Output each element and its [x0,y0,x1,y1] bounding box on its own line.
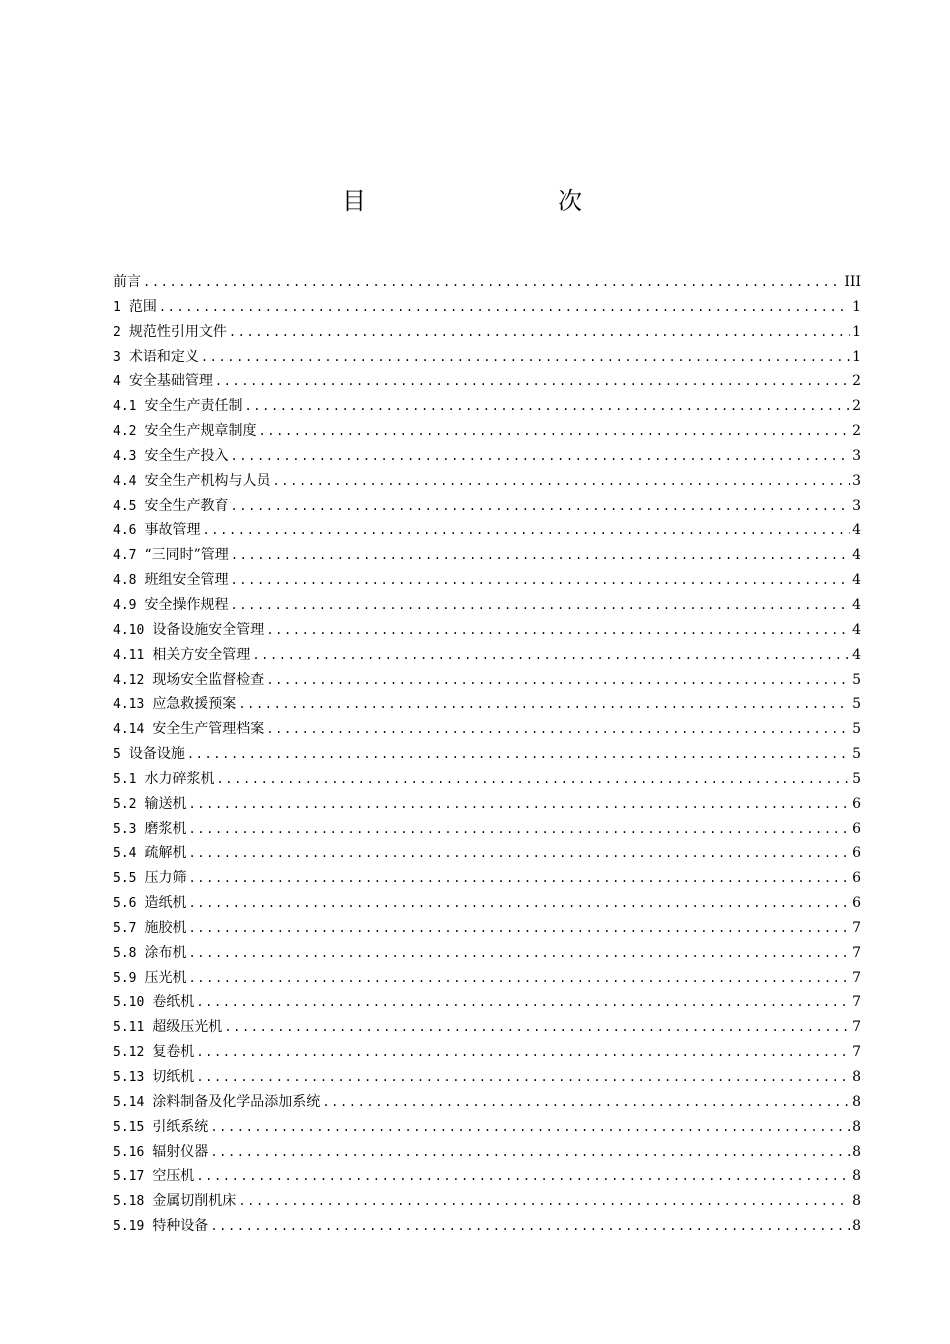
toc-entry[interactable] [113,1015,861,1040]
toc-entry[interactable] [113,320,861,345]
toc-entry-label: 输送机 [144,795,187,812]
toc-entry-page-number: 6 [852,870,861,887]
toc-dot-leader [230,568,850,593]
toc-entry[interactable] [113,767,861,792]
toc-entry-page-number: 1 [852,323,861,340]
toc-dot-leader [188,866,850,891]
toc-dot-leader [266,668,850,693]
toc-entry-number: 5.14 [113,1094,145,1110]
toc-entry-number: 4.4 [113,473,137,489]
toc-entry[interactable] [113,866,861,891]
toc-entry-label: 特种设备 [152,1218,209,1235]
toc-entry[interactable] [113,792,861,817]
toc-dot-leader [244,394,850,419]
toc-dot-leader [210,1115,850,1140]
toc-entry-number: 4.8 [113,573,137,589]
toc-entry-number: 4.13 [113,697,145,713]
toc-entry-number: 5.1 [113,771,137,787]
toc-entry-page-number: 8 [852,1118,861,1135]
toc-dot-leader [266,618,850,643]
toc-entry-page-number: 7 [852,994,861,1011]
toc-dot-leader [196,1164,850,1189]
toc-entry-label: 应急救援预案 [152,696,237,713]
toc-entry-label: 涂料制备及化学品添加系统 [152,1093,321,1110]
toc-entry-number: 4.12 [113,672,145,688]
toc-entry-label: 现场安全监督检查 [152,671,265,688]
toc-entry-page-number: 5 [852,721,861,738]
toc-entry[interactable] [113,494,861,519]
toc-dot-leader [188,817,850,842]
toc-entry-label: 疏解机 [144,845,187,862]
toc-entry-number: 5.3 [113,821,137,837]
toc-entry-label: 复卷机 [152,1044,195,1061]
toc-entry-label: “三同时”管理 [144,547,229,564]
toc-entry-number: 5.16 [113,1144,145,1160]
toc-entry-number: 4.7 [113,548,137,564]
toc-entry-page-number: 4 [852,547,861,564]
toc-dot-leader [231,543,850,568]
toc-entry-page-number: 4 [852,522,861,539]
toc-dot-leader [201,345,850,370]
toc-entry-label: 切纸机 [152,1069,195,1085]
toc-entry-label: 卷纸机 [152,994,195,1011]
toc-entry[interactable] [113,618,861,643]
toc-entry[interactable] [113,1189,861,1214]
toc-entry-label: 安全基础管理 [128,373,213,390]
toc-entry-number: 4.6 [113,523,137,539]
toc-entry[interactable] [113,643,861,668]
toc-dot-leader [238,692,850,717]
toc-entry-page-number: 4 [852,621,861,638]
toc-dot-leader [230,593,850,618]
toc-entry-label: 涂布机 [144,944,187,961]
toc-entry-label: 磨浆机 [144,820,187,837]
toc-dot-leader [224,1015,850,1040]
toc-entry-page-number: 4 [852,646,861,663]
toc-entry[interactable] [113,692,861,717]
toc-entry-label: 安全生产教育 [144,497,229,514]
toc-entry[interactable] [113,941,861,966]
toc-dot-leader [188,841,850,866]
toc-entry[interactable] [113,891,861,916]
toc-entry-number: 4 [113,374,121,390]
page-title: 目 次 [342,187,630,215]
toc-entry-label: 事故管理 [144,522,201,539]
toc-entry[interactable] [113,916,861,941]
toc-entry[interactable] [113,717,861,742]
toc-entry-number: 5.19 [113,1219,145,1235]
toc-entry-page-number: 5 [852,746,861,763]
toc-entry-page-number: 5 [852,696,861,713]
toc-entry-number: 5.4 [113,846,137,862]
toc-entry-number: 5.12 [113,1045,145,1061]
toc-entry[interactable] [113,1065,861,1090]
toc-entry-number: 2 [113,324,121,340]
toc-entry-page-number: 8 [852,1069,861,1085]
toc-entry-page-number: 8 [852,1168,861,1185]
toc-entry[interactable] [113,966,861,991]
toc-entry-label: 安全生产规章制度 [144,423,257,440]
toc-dot-leader [188,792,850,817]
toc-entry[interactable] [113,419,861,444]
toc-entry[interactable] [113,593,861,618]
toc-dot-leader [196,1065,850,1090]
toc-entry-number: 5.11 [113,1020,145,1036]
toc-entry-number: 5.10 [113,995,145,1011]
toc-entry-page-number: 7 [852,919,861,936]
toc-entry-label: 术语和定义 [128,348,199,365]
toc-entry-page-number: 6 [852,845,861,862]
toc-entry-page-number: 1 [852,348,861,365]
toc-entry-number: 5.2 [113,796,137,812]
toc-dot-leader [143,270,842,295]
toc-dot-leader [238,1189,850,1214]
toc-entry-number: 4.5 [113,498,137,514]
toc-entry-label: 安全生产管理档案 [152,721,265,738]
toc-entry-label: 前言 [113,274,141,290]
toc-entry[interactable] [113,469,861,494]
toc-entry-page-number: 6 [852,820,861,837]
toc-entry-label: 引纸系统 [152,1118,209,1135]
toc-entry-label: 相关方安全管理 [152,646,251,663]
toc-dot-leader [230,444,850,469]
toc-entry[interactable] [113,742,861,767]
toc-entry-label: 范围 [128,298,157,315]
toc-entry-label: 施胶机 [144,919,187,936]
toc-entry-page-number: III [844,274,861,290]
toc-entry[interactable] [113,270,861,295]
toc-entry-label: 水力碎浆机 [144,770,215,787]
toc-dot-leader [216,767,850,792]
toc-entry-label: 安全生产投入 [144,447,229,464]
toc-dot-leader [210,1140,850,1165]
toc-dot-leader [322,1090,850,1115]
toc-entry[interactable] [113,1115,861,1140]
toc-entry-page-number: 3 [852,472,861,489]
toc-entry-number: 5.7 [113,920,137,936]
toc-entry-page-number: 6 [852,795,861,812]
toc-entry-page-number: 8 [852,1218,861,1235]
toc-dot-leader [188,941,850,966]
toc-entry[interactable] [113,345,861,370]
toc-entry-number: 4.2 [113,424,137,440]
toc-dot-leader [258,419,850,444]
toc-entry-page-number: 4 [852,572,861,589]
toc-dot-leader [210,1214,850,1239]
toc-entry-label: 空压机 [152,1168,195,1185]
toc-entry-page-number: 6 [852,895,861,912]
toc-dot-leader [215,369,850,394]
toc-dot-leader [272,469,850,494]
toc-entry[interactable] [113,568,861,593]
toc-entry-number: 5.13 [113,1070,145,1085]
toc-entry-label: 班组安全管理 [144,572,229,589]
toc-entry-page-number: 5 [852,770,861,787]
toc-entry[interactable] [113,543,861,568]
toc-entry-number: 5.18 [113,1194,145,1210]
toc-entry[interactable] [113,1090,861,1115]
toc-entry-number: 5.8 [113,945,137,961]
toc-dot-leader [252,643,850,668]
toc-entry-page-number: 2 [852,373,861,390]
toc-entry-number: 3 [113,349,121,365]
toc-entry-number: 4.10 [113,622,145,638]
toc-entry-page-number: 3 [852,447,861,464]
toc-entry-label: 设备设施安全管理 [152,621,265,638]
toc-entry-number: 5.9 [113,970,137,986]
toc-entry[interactable] [113,990,861,1015]
toc-entry-number: 5.5 [113,871,137,887]
toc-entry-page-number: 2 [852,398,861,415]
toc-entry-page-number: 8 [852,1093,861,1110]
toc-dot-leader [188,916,850,941]
toc-dot-leader [196,990,850,1015]
toc-entry-page-number: 7 [852,969,861,986]
toc-dot-leader [187,742,850,767]
toc-entry-label: 设备设施 [128,746,185,763]
toc-entry-label: 安全生产机构与人员 [144,472,271,489]
toc-entry[interactable] [113,668,861,693]
toc-dot-leader [266,717,850,742]
toc-entry-number: 5 [113,747,121,763]
toc-entry-number: 4.3 [113,448,137,464]
toc-dot-leader [202,518,850,543]
toc-entry-number: 1 [113,299,121,315]
toc-entry-page-number: 8 [852,1143,861,1160]
toc-entry-label: 辐射仪器 [152,1143,209,1160]
toc-entry-page-number: 3 [852,497,861,514]
toc-entry-page-number: 2 [852,423,861,440]
toc-entry-number: 4.11 [113,647,145,663]
toc-entry[interactable] [113,444,861,469]
toc-dot-leader [196,1040,850,1065]
toc-entry-number: 5.6 [113,896,137,912]
toc-entry[interactable] [113,1164,861,1189]
toc-entry-label: 造纸机 [144,895,187,912]
toc-entry-page-number: 7 [852,1019,861,1036]
toc-dot-leader [230,494,850,519]
toc-dot-leader [188,966,850,991]
toc-entry-page-number: 4 [852,596,861,613]
toc-entry-number: 4.9 [113,597,137,613]
toc-dot-leader [188,891,850,916]
toc-entry[interactable] [113,518,861,543]
toc-entry[interactable] [113,1140,861,1165]
toc-entry-label: 安全生产责任制 [144,398,243,415]
toc-entry-number: 5.15 [113,1119,145,1135]
toc-entry-label: 压力筛 [144,870,187,887]
toc-dot-leader [229,320,850,345]
toc-entry[interactable] [113,295,861,320]
toc-entry-number: 5.17 [113,1169,145,1185]
toc-entry[interactable] [113,841,861,866]
toc-entry-label: 规范性引用文件 [128,323,227,340]
toc-entry-number: 4.1 [113,399,137,415]
toc-entry[interactable] [113,369,861,394]
toc-entry-label: 安全操作规程 [144,596,229,613]
toc-entry[interactable] [113,1040,861,1065]
toc-entry-page-number: 7 [852,944,861,961]
toc-entry[interactable] [113,817,861,842]
toc-entry-label: 超级压光机 [152,1019,223,1036]
table-of-contents [113,270,861,1239]
toc-dot-leader [159,295,850,320]
toc-entry-number: 4.14 [113,722,145,738]
toc-entry-page-number: 5 [852,671,861,688]
toc-entry[interactable] [113,1214,861,1239]
toc-entry-page-number: 8 [852,1193,861,1210]
toc-entry-label: 金属切削机床 [152,1193,237,1210]
toc-entry-label: 压光机 [144,969,187,986]
toc-entry-page-number: 1 [852,298,861,315]
toc-entry[interactable] [113,394,861,419]
toc-entry-page-number: 7 [852,1044,861,1061]
